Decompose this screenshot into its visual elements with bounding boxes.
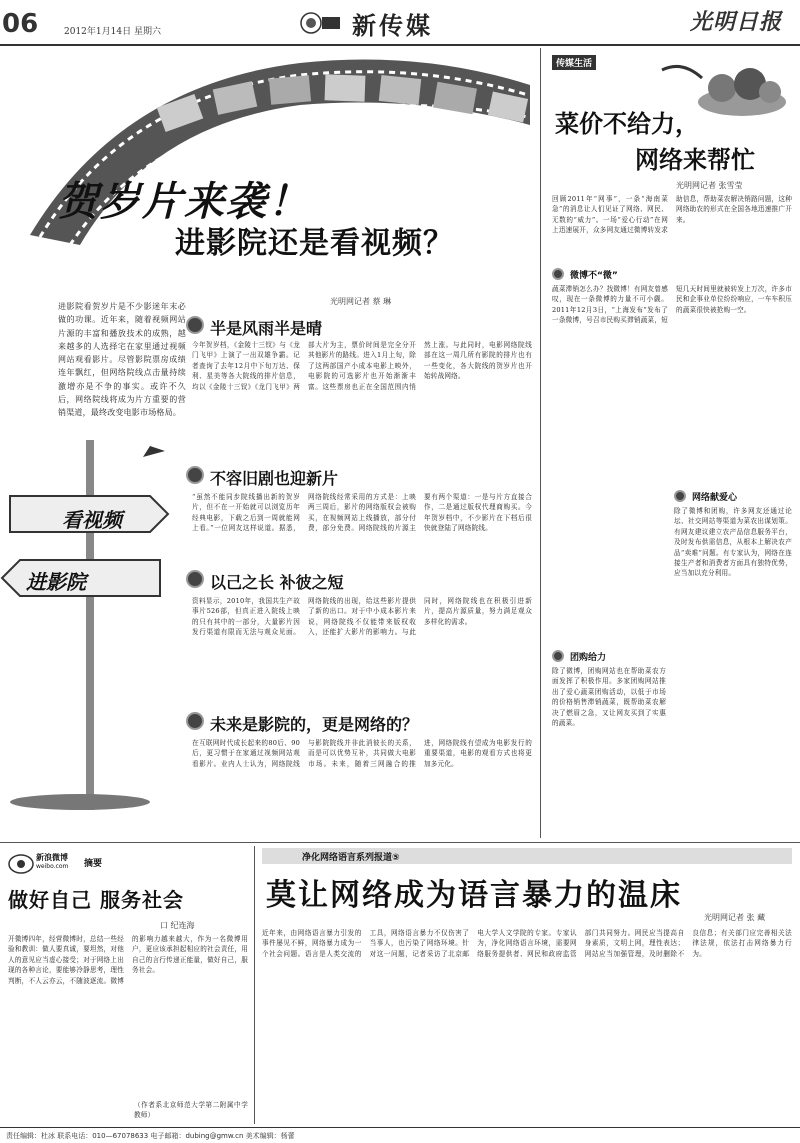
section-deco-icon xyxy=(300,12,340,34)
side-bullet-icon xyxy=(674,490,686,502)
section-bullet-icon xyxy=(186,570,204,588)
side-subheading-weibo: 微博不“微” xyxy=(570,271,618,281)
section-bullet-icon xyxy=(186,316,204,334)
signpost-illustration xyxy=(0,440,170,810)
bottom-byline: 光明网记者 张 藏 xyxy=(704,913,766,922)
side-subheading-charity: 网络献爱心 xyxy=(692,493,738,503)
weibo-logo: 新浪微博 xyxy=(36,853,68,862)
weibo-logo-url: weibo.com xyxy=(36,863,69,870)
digest-author: 口 纪连海 xyxy=(160,921,195,930)
section-body-4: 在互联网时代成长起来的80后、90后，更习惯于在家通过视频网站观看影片。业内人士认为，网络院线与影院院线并非此消彼长的关系，而是可以优势互补，共同做大电影市场。未来，随着三网融合的推进，网络院线有望成为电影发行的重要渠道，电影的观看方式也将更加多元化。 xyxy=(192,739,532,768)
section-heading-2: 不容旧剧也迎新片 xyxy=(210,469,339,488)
side-body-2: 蔬菜滞销怎么办？找微博！有网友曾感叹，现在一条微博的力量不可小觑。2011年12月3日，“上海发布”发布了一条微博，号召市民购买滞销蔬菜，短短几天时间里就被转发上万次，许多市民和企事业单位纷纷响应，一车车积压的蔬菜很快被抢购一空。 xyxy=(552,285,792,325)
side-body-4: 除了微博和团购，许多网友还通过论坛、社交网站等渠道为菜农出谋划策。有网友建议建立农产品信息服务平台，及时发布供需信息，从根本上解决农产品“卖难”问题。有专家认为，网络在连接生产者和消费者方面具有独特优势，应当加以充分利用。 xyxy=(674,507,792,578)
main-headline: 贺岁片来袭！ xyxy=(58,179,310,225)
column-divider xyxy=(254,846,255,1124)
digest-body: 开微博四年，经营微博时，总结一些经验和教训：做人要真诚，要坦然，对他人的意见应当虚心接受；对于网络上出现的各种言论，要能够冷静思考，理性判断，不人云亦云，不随波逐流。微博的影响力越来越大，作为一名微博用户，更应该承担起相应的社会责任，用自己的言行传递正能量，做好自己，服务社会。 xyxy=(8,935,248,985)
digest-label: 摘要 xyxy=(84,859,103,869)
main-intro: 进影院看贺岁片是不少影迷年末必做的功课。近年来，随着视频网站片源的丰富和播放技术的成熟，越来越多的人选择宅在家里通过视频网站观看影片。尽管影院票房成绩连年飘红，但网络院线点击量持续激增亦是不争的事实。或许不久后，网络院线将成为片方重要的营销渠道，最终改变电影市场格局。 xyxy=(58,302,186,418)
side-byline: 光明网记者 张雪莹 xyxy=(676,181,743,190)
side-subheading-groupbuy: 团购给力 xyxy=(570,653,607,663)
section-body-3: 资料显示，2010年，我国共生产故事片526部，但真正进入院线上映的只有其中的一部分，大量影片因发行渠道有限而无法与观众见面。网络院线的出现，给这些影片提供了新的出口。对于中小成本影片来说，网络院线不仅能带来版权收入，还能扩大影片的影响力。与此同时，网络院线也在积极引进新片，提高片源质量，努力满足观众多样化的需求。 xyxy=(192,597,532,637)
fold-rule xyxy=(0,842,800,843)
sign-arrow-watch-online: 看视频 xyxy=(62,508,122,532)
weibo-eye-icon xyxy=(8,852,34,874)
side-body-3: 除了微博，团购网站也在帮助菜农方面发挥了积极作用。多家团购网站推出了爱心蔬菜团购活动，以低于市场的价格销售滞销蔬菜，既帮助菜农解决了燃眉之急，又让网友买到了实惠的蔬菜。 xyxy=(552,667,666,728)
main-byline: 光明网记者 蔡 琳 xyxy=(330,297,392,306)
section-bullet-icon xyxy=(186,712,204,730)
side-body-1: 回顾2011年“网事”，一条“海南菜急”的消息让人们见证了网络、网民、无数的“威力”。一场“爱心行动”在网上迅速展开，众多网友通过微博转发求助信息，帮助菜农解决销路问题，这种网络助农的形式在全国各地迅速推广开来。 xyxy=(552,195,792,235)
page-header xyxy=(0,0,800,44)
digest-author-note: （作者系北京师范大学第二附属中学教师） xyxy=(134,1101,248,1120)
main-subheadline: 进影院还是看视频？ xyxy=(175,226,454,261)
section-body-1: 今年贺岁档，《金陵十三钗》与《龙门飞甲》上演了一出双雄争霸。记者查询了去年12月中下旬万达、保利、星美等各大院线的排片信息，均以《金陵十三钗》《龙门飞甲》两部大片为主，票价时间是完全分开其他影片的路线。进入1月上旬，除了这两部国产小成本电影上映外，电影院的可选影片也开始渐渐丰富。这些票房也正在全国范围内悄然上涨。与此同时，电影网络院线部在这一周几所有影院的排片也有一些变化，各大院线的贺岁片也开始转战网络。 xyxy=(192,341,532,391)
publish-date: 2012年1月14日 星期六 xyxy=(64,27,161,37)
bottom-body: 近年来，由网络语言暴力引发的事件屡见不鲜，网络暴力成为一个社会问题。语言是人类交流的工具，网络语言暴力不仅伤害了当事人，也污染了网络环境。针对这一问题，记者采访了北京邮电大学人文学院的专家。专家认为，净化网络语言环境，需要网络服务提供者、网民和政府监管部门共同努力。网民应当提高自身素质，文明上网，理性表达；网站应当加强管理，及时删除不良信息；有关部门应完善相关法律法规，依法打击网络暴力行为。 xyxy=(262,929,792,958)
section-heading-3: 以己之长 补彼之短 xyxy=(210,573,344,592)
side-headline-1: 菜价不给力， xyxy=(555,110,699,138)
section-heading-1: 半是风雨半是晴 xyxy=(210,319,323,338)
page-footer: 责任编辑：杜冰 联系电话：010—67078633 电子邮箱：dubing@gmw.cn 美术编辑：杨蕾 xyxy=(0,1127,800,1143)
section-heading-4: 未来是影院的，更是网络的？ xyxy=(210,715,419,734)
digest-title: 做好自己 服务社会 xyxy=(8,888,184,912)
newspaper-logo: 光明日报 xyxy=(690,9,783,35)
side-bullet-icon xyxy=(552,268,564,280)
bottom-headline: 莫让网络成为语言暴力的温床 xyxy=(266,878,682,913)
side-bullet-icon xyxy=(552,650,564,662)
side-headline-2: 网络来帮忙 xyxy=(635,146,755,174)
sign-arrow-go-cinema: 进影院 xyxy=(26,570,86,594)
column-divider xyxy=(540,48,541,838)
section-title: 新传媒 xyxy=(352,11,433,40)
section-bullet-icon xyxy=(186,466,204,484)
page-number: 06 xyxy=(2,9,39,39)
series-kicker: 净化网络语言系列报道⑤ xyxy=(302,853,400,863)
side-column-tag: 传媒生活 xyxy=(552,55,596,70)
section-body-2: “虽然不能同步院线播出新的贺岁片，但不在一开始就可以浏览历年经典电影，下载之后到一周就能网上看。”一位网友这样说道。据悉，网络院线经常采用的方式是：上映两三周后，影片的网络版权会被购买，在视频网站上线播放，部分付费，部分免费。网络院线的片源主要有两个渠道：一是与片方直接合作，二是通过版权代理商购买。今年贺岁档中，不少影片在下档后很快就登陆了网络院线。 xyxy=(192,493,532,533)
